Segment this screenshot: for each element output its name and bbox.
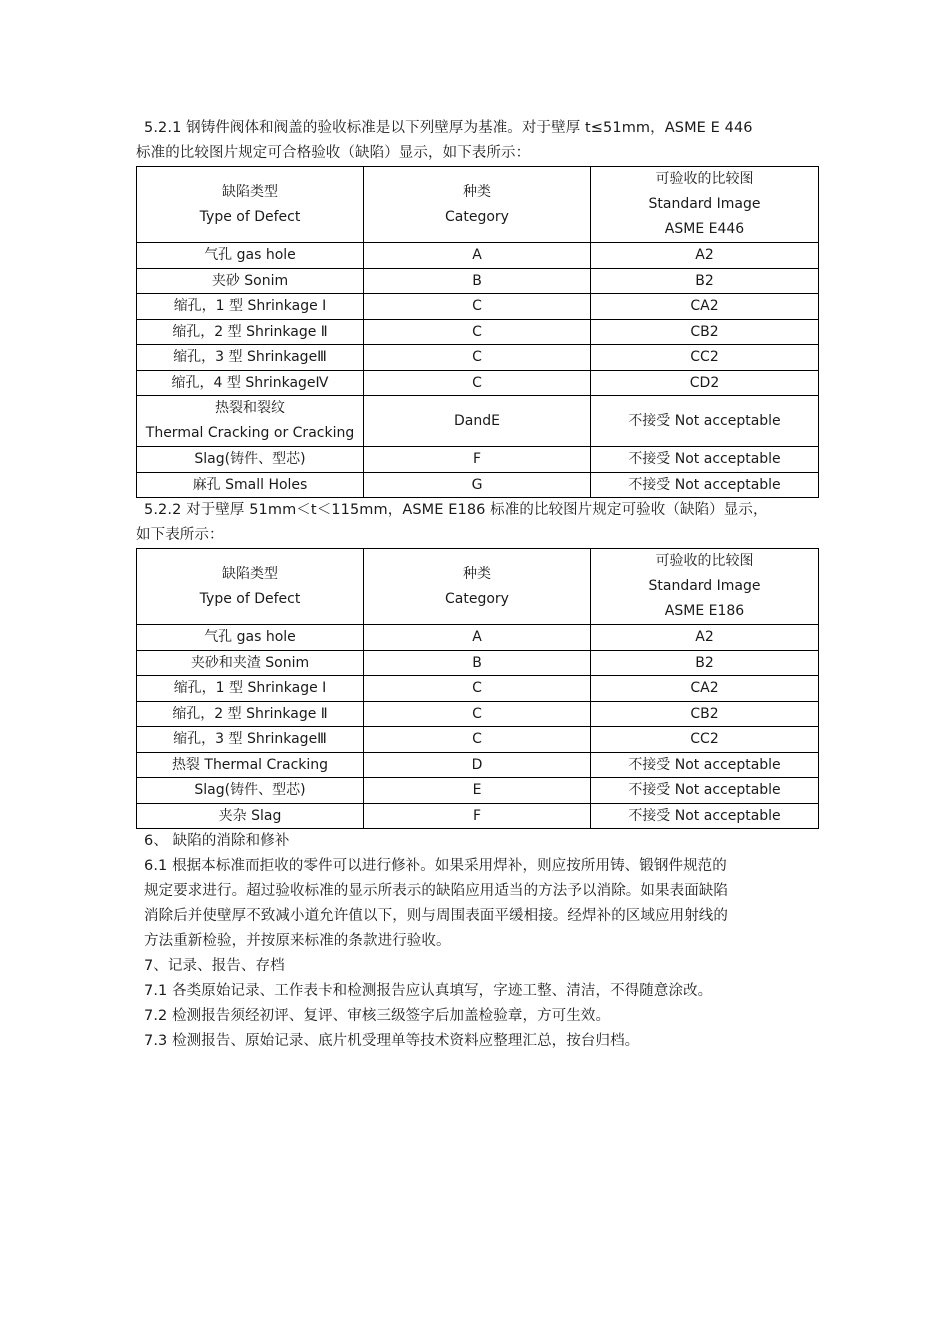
- cell-defect-type: 缩孔，2 型 Shrinkage Ⅱ: [137, 319, 364, 345]
- cell-standard-image: 不接受 Not acceptable: [591, 752, 819, 778]
- header-standard-image: 可验收的比较图 Standard Image ASME E446: [591, 167, 819, 243]
- cell-standard-image: B2: [591, 650, 819, 676]
- table-row: [137, 319, 819, 345]
- section-6-1-line4: 方法重新检验，并按原来标准的条款进行验收。: [144, 933, 451, 949]
- cell-category: F: [364, 803, 591, 829]
- cell-category: C: [364, 676, 591, 702]
- cell-defect-type: 缩孔，3 型 ShrinkageⅢ: [137, 345, 364, 371]
- acceptance-table-e186: [136, 548, 819, 829]
- table-row: [137, 803, 819, 829]
- header-category: 种类 Category: [364, 549, 591, 625]
- cell-standard-image: CB2: [591, 701, 819, 727]
- table-row: [137, 701, 819, 727]
- table-row: [137, 370, 819, 396]
- section-6-1-line3: 消除后并使壁厚不致减小道允许值以下，则与周围表面平缓相接。经焊补的区域应用射线的: [144, 908, 728, 924]
- table-row: [137, 243, 819, 269]
- table-row: [137, 676, 819, 702]
- cell-defect-type: 缩孔，4 型 ShrinkageⅣ: [137, 370, 364, 396]
- cell-category: C: [364, 345, 591, 371]
- table-row: [137, 650, 819, 676]
- cell-category: E: [364, 778, 591, 804]
- header-standard-image: 可验收的比较图 Standard Image ASME E186: [591, 549, 819, 625]
- cell-standard-image: CC2: [591, 727, 819, 753]
- table-row: [137, 778, 819, 804]
- table-row: [137, 345, 819, 371]
- table-row: [137, 294, 819, 320]
- cell-standard-image: CD2: [591, 370, 819, 396]
- cell-standard-image: CA2: [591, 294, 819, 320]
- document-page: [136, 116, 818, 1054]
- cell-category: C: [364, 294, 591, 320]
- cell-category: DandE: [364, 396, 591, 447]
- cell-category: B: [364, 268, 591, 294]
- section-5-2-2-line2: 如下表所示：: [136, 527, 224, 543]
- header-type-of-defect: 缺陷类型 Type of Defect: [137, 167, 364, 243]
- cell-defect-type: 缩孔，3 型 ShrinkageⅢ: [137, 727, 364, 753]
- cell-category: B: [364, 650, 591, 676]
- cell-standard-image: A2: [591, 625, 819, 651]
- cell-defect-type: 气孔 gas hole: [137, 243, 364, 269]
- cell-standard-image: A2: [591, 243, 819, 269]
- header-type-of-defect: 缺陷类型 Type of Defect: [137, 549, 364, 625]
- cell-category: C: [364, 727, 591, 753]
- table-row: [137, 447, 819, 473]
- section-6-1-line2: 规定要求进行。超过验收标准的显示所表示的缺陷应用适当的方法予以消除。如果表面缺陷: [144, 883, 728, 899]
- cell-category: A: [364, 243, 591, 269]
- cell-category: D: [364, 752, 591, 778]
- table-header-row: [137, 167, 819, 243]
- cell-category: G: [364, 472, 591, 498]
- section-6-heading: 6、 缺陷的消除和修补: [144, 833, 290, 849]
- section-5-2-1-line2: 标准的比较图片规定可合格验收（缺陷）显示，如下表所示：: [136, 145, 531, 161]
- cell-standard-image: 不接受 Not acceptable: [591, 472, 819, 498]
- table-row: [137, 396, 819, 447]
- cell-defect-type: 夹杂 Slag: [137, 803, 364, 829]
- cell-defect-type: 热裂和裂纹 Thermal Cracking or Cracking: [137, 396, 364, 447]
- cell-standard-image: CB2: [591, 319, 819, 345]
- cell-standard-image: 不接受 Not acceptable: [591, 447, 819, 473]
- cell-defect-type: Slag(铸件、型芯): [137, 778, 364, 804]
- cell-defect-type: 夹砂和夹渣 Sonim: [137, 650, 364, 676]
- table-row: [137, 268, 819, 294]
- cell-defect-type: 缩孔，1 型 Shrinkage Ⅰ: [137, 294, 364, 320]
- section-6-1-line1: 6.1 根据本标准而拒收的零件可以进行修补。如果采用焊补，则应按所用铸、锻钢件规范的: [144, 858, 727, 874]
- cell-standard-image: CC2: [591, 345, 819, 371]
- cell-standard-image: B2: [591, 268, 819, 294]
- cell-standard-image: 不接受 Not acceptable: [591, 803, 819, 829]
- cell-standard-image: CA2: [591, 676, 819, 702]
- header-category: 种类 Category: [364, 167, 591, 243]
- acceptance-table-e446: [136, 166, 819, 498]
- table-row: [137, 727, 819, 753]
- cell-category: C: [364, 370, 591, 396]
- cell-defect-type: 热裂 Thermal Cracking: [137, 752, 364, 778]
- cell-defect-type: 夹砂 Sonim: [137, 268, 364, 294]
- cell-defect-type: Slag(铸件、型芯): [137, 447, 364, 473]
- table-row: [137, 472, 819, 498]
- cell-category: C: [364, 319, 591, 345]
- table-header-row: [137, 549, 819, 625]
- cell-category: A: [364, 625, 591, 651]
- cell-category: F: [364, 447, 591, 473]
- section-5-2-1-line1: 5.2.1 钢铸件阀体和阀盖的验收标准是以下列壁厚为基准。对于壁厚 t≤51mm，ASME E 446: [144, 120, 753, 136]
- table-row: [137, 752, 819, 778]
- cell-defect-type: 气孔 gas hole: [137, 625, 364, 651]
- cell-standard-image: 不接受 Not acceptable: [591, 396, 819, 447]
- section-5-2-2-line1: 5.2.2 对于壁厚 51mm＜t＜115mm，ASME E186 标准的比较图片规定可验收（缺陷）显示，: [144, 502, 768, 518]
- section-7-3: 7.3 检测报告、原始记录、底片机受理单等技术资料应整理汇总，按台归档。: [144, 1033, 640, 1049]
- section-7-heading: 7、记录、报告、存档: [144, 958, 285, 974]
- section-7-1: 7.1 各类原始记录、工作表卡和检测报告应认真填写，字迹工整、清洁，不得随意涂改。: [144, 983, 713, 999]
- cell-defect-type: 麻孔 Small Holes: [137, 472, 364, 498]
- cell-defect-type: 缩孔，2 型 Shrinkage Ⅱ: [137, 701, 364, 727]
- cell-defect-type: 缩孔，1 型 Shrinkage Ⅰ: [137, 676, 364, 702]
- table-row: [137, 625, 819, 651]
- section-7-2: 7.2 检测报告须经初评、复评、审核三级签字后加盖检验章，方可生效。: [144, 1008, 611, 1024]
- cell-standard-image: 不接受 Not acceptable: [591, 778, 819, 804]
- cell-category: C: [364, 701, 591, 727]
